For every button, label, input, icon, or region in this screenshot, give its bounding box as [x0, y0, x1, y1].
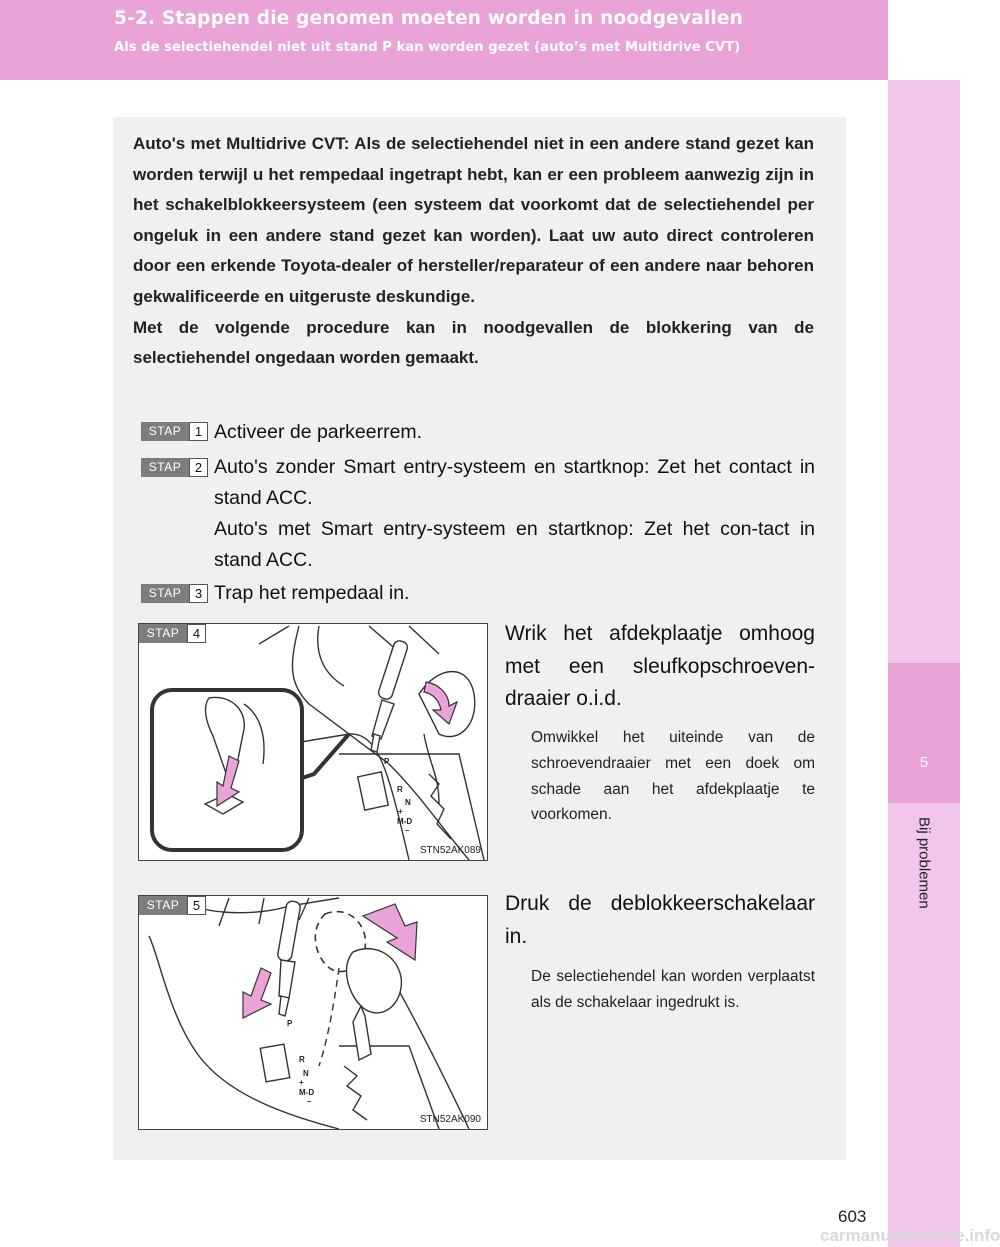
- step-2-line-1: Auto's zonder Smart entry-systeem en startknop: Zet het contact in stand ACC.: [214, 456, 815, 509]
- content-panel: [113, 117, 846, 1160]
- push-arrow: [424, 682, 457, 724]
- step-3-text: [214, 578, 815, 609]
- step-word: STAP: [139, 896, 187, 915]
- step-1-text: [214, 417, 815, 448]
- step-word: STAP: [141, 422, 189, 441]
- step-word: STAP: [141, 458, 189, 477]
- step-3-line: Trap het rempedaal in.: [214, 582, 410, 604]
- gear-md: M-D: [299, 1088, 315, 1097]
- release-lever-drawing: [139, 896, 487, 1129]
- step-badge-1: [141, 422, 208, 441]
- step-5-note: De selectiehendel kan worden verplaatst als de schakelaar ingedrukt is.: [531, 968, 815, 1011]
- gear-minus: –: [405, 826, 410, 835]
- gear-md: M-D: [397, 817, 413, 826]
- step-5-illustration: [138, 895, 488, 1130]
- step-2-line-2: Auto's met Smart entry-systeem en startknop: Zet het con-tact in stand ACC.: [214, 518, 815, 571]
- gear-r: R: [299, 1055, 305, 1064]
- side-tab-top: [888, 80, 960, 663]
- step-badge-4: [139, 624, 206, 643]
- gear-r: R: [397, 785, 403, 794]
- step-1-line: Activeer de parkeerrem.: [214, 421, 423, 443]
- step-number: 4: [187, 624, 206, 643]
- step-4-text: Wrik het afdekplaatje omhoog met een sleufkopschroeven-draaier o.i.d.: [505, 622, 815, 711]
- press-arrow: [243, 968, 271, 1018]
- step-word: STAP: [141, 584, 189, 603]
- figure-code: STN52AK090: [419, 1114, 481, 1125]
- chapter-label: Bij problemen: [915, 817, 933, 909]
- gear-p: P: [384, 757, 390, 766]
- gear-plus: +: [398, 807, 403, 816]
- section-title: 5-2. Stappen die genomen moeten worden in noodgevallen: [114, 8, 744, 29]
- page-number: 603: [838, 1207, 867, 1226]
- figure-code: STN52AK089: [419, 845, 481, 856]
- step-4-note: Omwikkel het uiteinde van de schroevendraaier met een doek om schade aan het afdekplaatje te voorkomen.: [531, 729, 815, 824]
- gear-p: P: [287, 1019, 293, 1028]
- intro-block: [133, 129, 814, 374]
- step-2-text: [214, 452, 815, 576]
- warning-paragraph: Auto's met Multidrive CVT: Als de selectiehendel niet in een andere stand gezet kan worden terwijl u het rempedaal ingetrapt hebt, kan er een probleem aanwezig zijn in het schakelblokkeersysteem (een systeem dat voorkomt dat de selectiehendel per ongeluk in een andere stand gezet kan worden). Laat uw auto direct controleren door een erkende Toyota-dealer of hersteller/reparateur of een andere naar behoren gekwalificeerde en uitgeruste deskundige.: [133, 134, 814, 306]
- procedure-paragraph: Met de volgende procedure kan in noodgevallen de blokkering van de selectiehendel ongedaan worden gemaakt.: [133, 317, 814, 368]
- watermark: carmanualsonline.info: [820, 1226, 1000, 1245]
- step-badge-5: [139, 896, 206, 915]
- gear-n: N: [405, 798, 411, 807]
- chapter-label-tab[interactable]: [888, 803, 960, 963]
- chapter-number: 5: [919, 754, 929, 771]
- step-badge-2: [141, 458, 208, 477]
- step-5-text: Druk de deblokkeerschakelaar in.: [505, 892, 815, 948]
- step-number: 5: [187, 896, 206, 915]
- gear-plus: +: [299, 1078, 304, 1087]
- chapter-header: [0, 0, 888, 80]
- step-word: STAP: [139, 624, 187, 643]
- chapter-tab[interactable]: [888, 663, 960, 803]
- step-badge-3: [141, 584, 208, 603]
- step-4-illustration: [138, 623, 488, 861]
- gear-n: N: [303, 1069, 309, 1078]
- section-subtitle: Als de selectiehendel niet uit stand P kan worden gezet (auto’s met Multidrive CVT): [114, 40, 741, 55]
- shift-console-screwdriver-drawing: [139, 624, 487, 860]
- step-number: 2: [189, 458, 208, 477]
- gear-minus: –: [307, 1097, 312, 1106]
- step-number: 3: [189, 584, 208, 603]
- step-number: 1: [189, 422, 208, 441]
